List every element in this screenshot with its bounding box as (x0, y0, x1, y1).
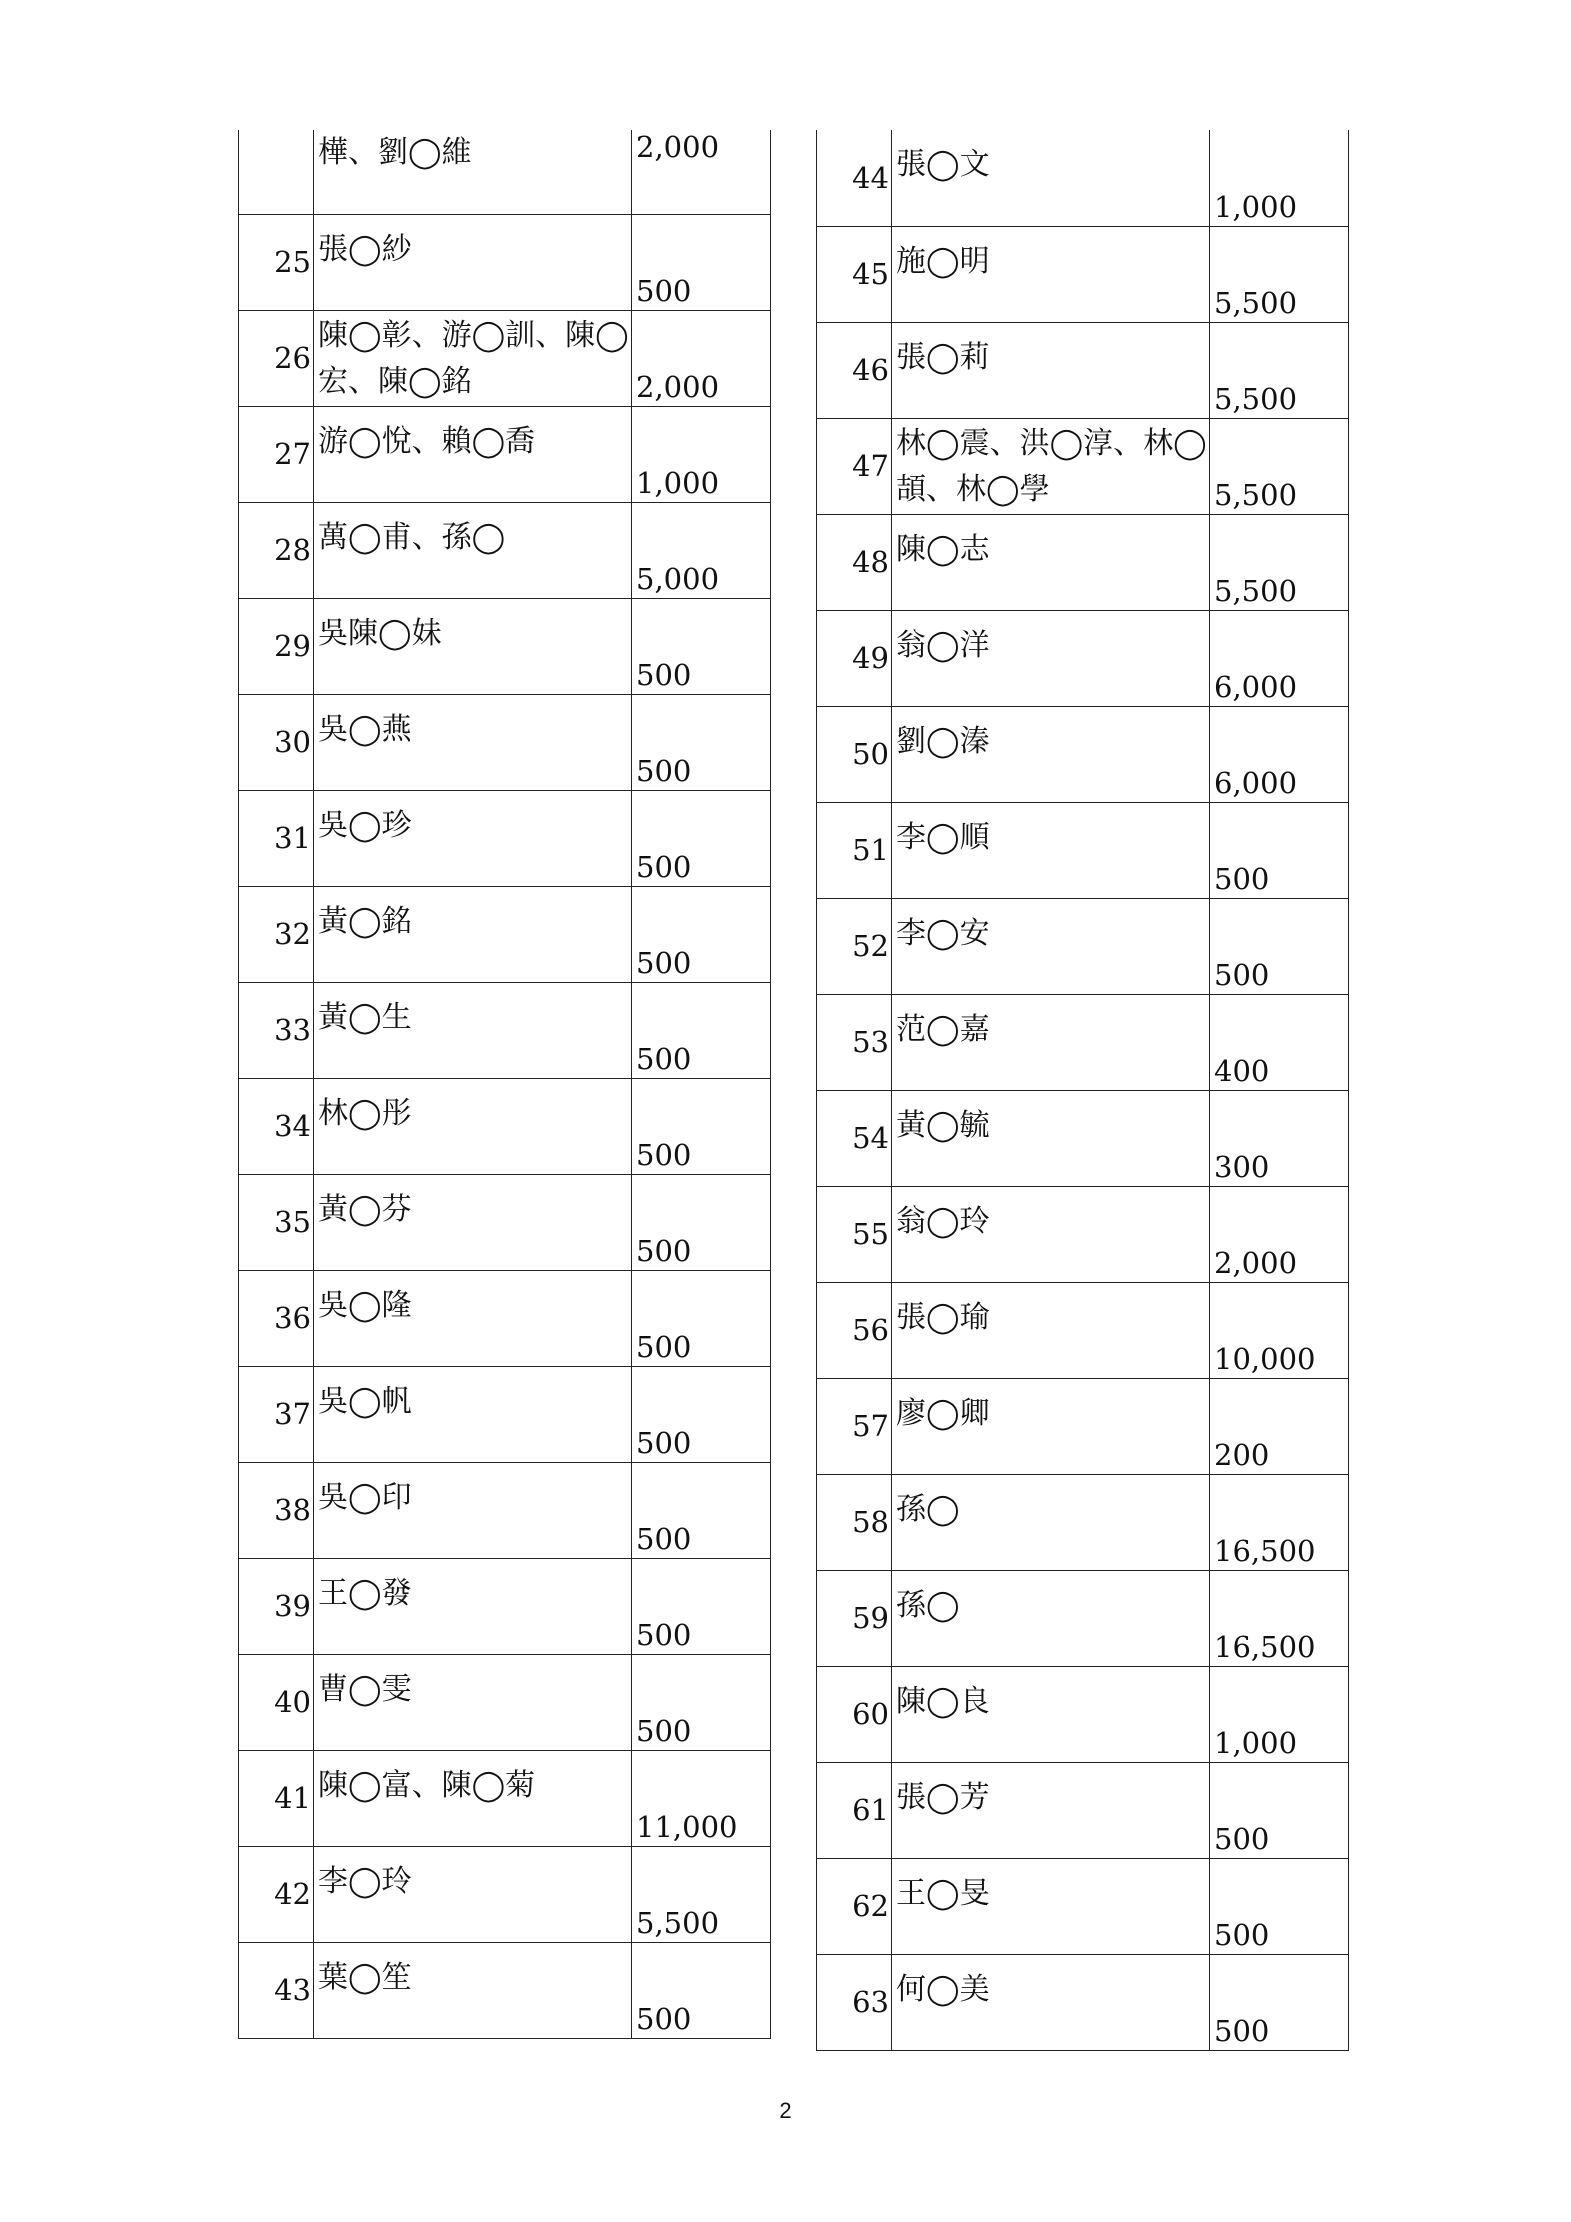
donor-name: 張◯紗 (314, 214, 632, 310)
table-row (817, 1762, 1349, 1858)
row-number: 63 (817, 1954, 892, 2050)
donation-amount: 500 (632, 1078, 771, 1174)
row-number: 59 (817, 1570, 892, 1666)
table-row (239, 982, 771, 1078)
donation-amount: 6,000 (1210, 610, 1349, 706)
row-number: 55 (817, 1186, 892, 1282)
row-number: 45 (817, 226, 892, 322)
donation-amount: 5,500 (1210, 226, 1349, 322)
row-number: 58 (817, 1474, 892, 1570)
table-row (817, 322, 1349, 418)
donor-name: 吳◯燕 (314, 694, 632, 790)
row-number: 48 (817, 514, 892, 610)
table-row (817, 418, 1349, 514)
donor-name: 林◯震、洪◯淳、林◯頡、林◯學 (892, 418, 1210, 514)
row-number: 30 (239, 694, 314, 790)
donation-amount: 10,000 (1210, 1282, 1349, 1378)
donation-amount: 300 (1210, 1090, 1349, 1186)
row-number: 36 (239, 1270, 314, 1366)
table-row (817, 1282, 1349, 1378)
donation-amount: 500 (632, 1654, 771, 1750)
table-row (239, 1366, 771, 1462)
donor-name: 張◯芳 (892, 1762, 1210, 1858)
donor-name: 施◯明 (892, 226, 1210, 322)
table-row (817, 514, 1349, 610)
table-row (239, 694, 771, 790)
table-row (239, 502, 771, 598)
donor-table-right (816, 130, 1349, 2051)
donor-name: 游◯悅、賴◯喬 (314, 406, 632, 502)
donation-amount: 500 (632, 886, 771, 982)
row-number: 53 (817, 994, 892, 1090)
donation-amount: 5,500 (1210, 322, 1349, 418)
table-row (239, 886, 771, 982)
donation-amount: 500 (632, 1366, 771, 1462)
table-row (239, 214, 771, 310)
donor-name: 李◯順 (892, 802, 1210, 898)
donor-name: 張◯瑜 (892, 1282, 1210, 1378)
table-row (817, 898, 1349, 994)
donation-amount: 500 (632, 598, 771, 694)
table-row (239, 1462, 771, 1558)
row-number: 32 (239, 886, 314, 982)
row-number: 61 (817, 1762, 892, 1858)
donation-amount: 500 (1210, 898, 1349, 994)
donor-name: 孫◯ (892, 1570, 1210, 1666)
row-number: 35 (239, 1174, 314, 1270)
donation-amount: 500 (1210, 1954, 1349, 2050)
donation-amount: 2,000 (632, 310, 771, 406)
row-number: 33 (239, 982, 314, 1078)
donor-name: 吳◯隆 (314, 1270, 632, 1366)
donor-name: 孫◯ (892, 1474, 1210, 1570)
donor-name: 王◯旻 (892, 1858, 1210, 1954)
donation-amount: 500 (632, 1942, 771, 2038)
donation-amount: 500 (632, 1558, 771, 1654)
row-number: 52 (817, 898, 892, 994)
row-number: 54 (817, 1090, 892, 1186)
donation-amount: 2,000 (632, 130, 771, 214)
row-number: 57 (817, 1378, 892, 1474)
donation-amount: 1,000 (1210, 1666, 1349, 1762)
donor-name: 黃◯銘 (314, 886, 632, 982)
donation-amount: 500 (1210, 1762, 1349, 1858)
donor-name: 萬◯甫、孫◯ (314, 502, 632, 598)
donor-name: 陳◯彰、游◯訓、陳◯宏、陳◯銘 (314, 310, 632, 406)
table-row (817, 130, 1349, 226)
table-row (239, 1942, 771, 2038)
row-number: 51 (817, 802, 892, 898)
row-number: 44 (817, 130, 892, 226)
donor-name: 翁◯玲 (892, 1186, 1210, 1282)
donor-table-left (238, 130, 771, 2039)
page-number: 2 (779, 2098, 792, 2123)
row-number: 49 (817, 610, 892, 706)
donation-amount: 6,000 (1210, 706, 1349, 802)
donation-amount: 500 (632, 982, 771, 1078)
table-row (817, 610, 1349, 706)
row-number: 47 (817, 418, 892, 514)
table-row (817, 1666, 1349, 1762)
row-number: 29 (239, 598, 314, 694)
donor-name: 劉◯溱 (892, 706, 1210, 802)
table-row (239, 1846, 771, 1942)
donor-name: 陳◯富、陳◯菊 (314, 1750, 632, 1846)
table-row (817, 1090, 1349, 1186)
donor-name: 廖◯卿 (892, 1378, 1210, 1474)
table-row (239, 1654, 771, 1750)
row-number: 28 (239, 502, 314, 598)
donation-amount: 5,500 (632, 1846, 771, 1942)
table-row (817, 706, 1349, 802)
table-row (817, 1858, 1349, 1954)
donation-amount: 500 (632, 1174, 771, 1270)
table-row (817, 226, 1349, 322)
row-number: 40 (239, 1654, 314, 1750)
table-row (817, 994, 1349, 1090)
table-row (239, 1558, 771, 1654)
donation-amount: 1,000 (1210, 130, 1349, 226)
donor-name: 黃◯毓 (892, 1090, 1210, 1186)
donor-name: 張◯文 (892, 130, 1210, 226)
donor-name: 何◯美 (892, 1954, 1210, 2050)
row-number: 43 (239, 1942, 314, 2038)
donor-name: 吳◯印 (314, 1462, 632, 1558)
donation-amount: 500 (632, 1270, 771, 1366)
table-row (817, 1474, 1349, 1570)
table-row (239, 598, 771, 694)
donor-name: 黃◯芬 (314, 1174, 632, 1270)
table-row (239, 1174, 771, 1270)
table-row (239, 310, 771, 406)
donor-name: 陳◯良 (892, 1666, 1210, 1762)
donation-amount: 5,000 (632, 502, 771, 598)
row-number: 42 (239, 1846, 314, 1942)
table-row (817, 802, 1349, 898)
donation-amount: 500 (632, 214, 771, 310)
donor-name: 吳陳◯妹 (314, 598, 632, 694)
donation-amount: 5,500 (1210, 418, 1349, 514)
table-row (239, 1270, 771, 1366)
donor-name: 黃◯生 (314, 982, 632, 1078)
row-number: 56 (817, 1282, 892, 1378)
row-number: 62 (817, 1858, 892, 1954)
donor-name: 吳◯帆 (314, 1366, 632, 1462)
donation-amount: 200 (1210, 1378, 1349, 1474)
donation-amount: 16,500 (1210, 1570, 1349, 1666)
row-number: 41 (239, 1750, 314, 1846)
donor-name: 李◯安 (892, 898, 1210, 994)
table-row (239, 1078, 771, 1174)
donation-amount: 500 (1210, 1858, 1349, 1954)
donor-name: 曹◯雯 (314, 1654, 632, 1750)
donation-amount: 500 (632, 1462, 771, 1558)
table-row (817, 1378, 1349, 1474)
donor-name: 葉◯笙 (314, 1942, 632, 2038)
row-number: 50 (817, 706, 892, 802)
donor-name: 范◯嘉 (892, 994, 1210, 1090)
donation-amount: 16,500 (1210, 1474, 1349, 1570)
donation-amount: 400 (1210, 994, 1349, 1090)
donation-amount: 500 (632, 694, 771, 790)
row-number: 39 (239, 1558, 314, 1654)
table-row (239, 1750, 771, 1846)
row-number: 37 (239, 1366, 314, 1462)
row-number: 27 (239, 406, 314, 502)
donor-name: 翁◯洋 (892, 610, 1210, 706)
table-row-continuation (239, 130, 771, 214)
donation-amount: 2,000 (1210, 1186, 1349, 1282)
donor-name: 王◯發 (314, 1558, 632, 1654)
donor-name: 吳◯珍 (314, 790, 632, 886)
donation-amount: 500 (632, 790, 771, 886)
table-row (817, 1954, 1349, 2050)
row-number: 26 (239, 310, 314, 406)
table-row (239, 406, 771, 502)
row-number (239, 130, 314, 214)
row-number: 34 (239, 1078, 314, 1174)
donor-name: 張◯莉 (892, 322, 1210, 418)
donation-amount: 500 (1210, 802, 1349, 898)
table-row (817, 1186, 1349, 1282)
row-number: 31 (239, 790, 314, 886)
row-number: 38 (239, 1462, 314, 1558)
donor-name: 陳◯志 (892, 514, 1210, 610)
row-number: 46 (817, 322, 892, 418)
donor-name: 樺、劉◯維 (314, 130, 632, 214)
row-number: 60 (817, 1666, 892, 1762)
donor-name: 林◯彤 (314, 1078, 632, 1174)
row-number: 25 (239, 214, 314, 310)
donation-amount: 11,000 (632, 1750, 771, 1846)
table-row (239, 790, 771, 886)
donation-amount: 1,000 (632, 406, 771, 502)
donation-amount: 5,500 (1210, 514, 1349, 610)
donor-name: 李◯玲 (314, 1846, 632, 1942)
table-row (817, 1570, 1349, 1666)
